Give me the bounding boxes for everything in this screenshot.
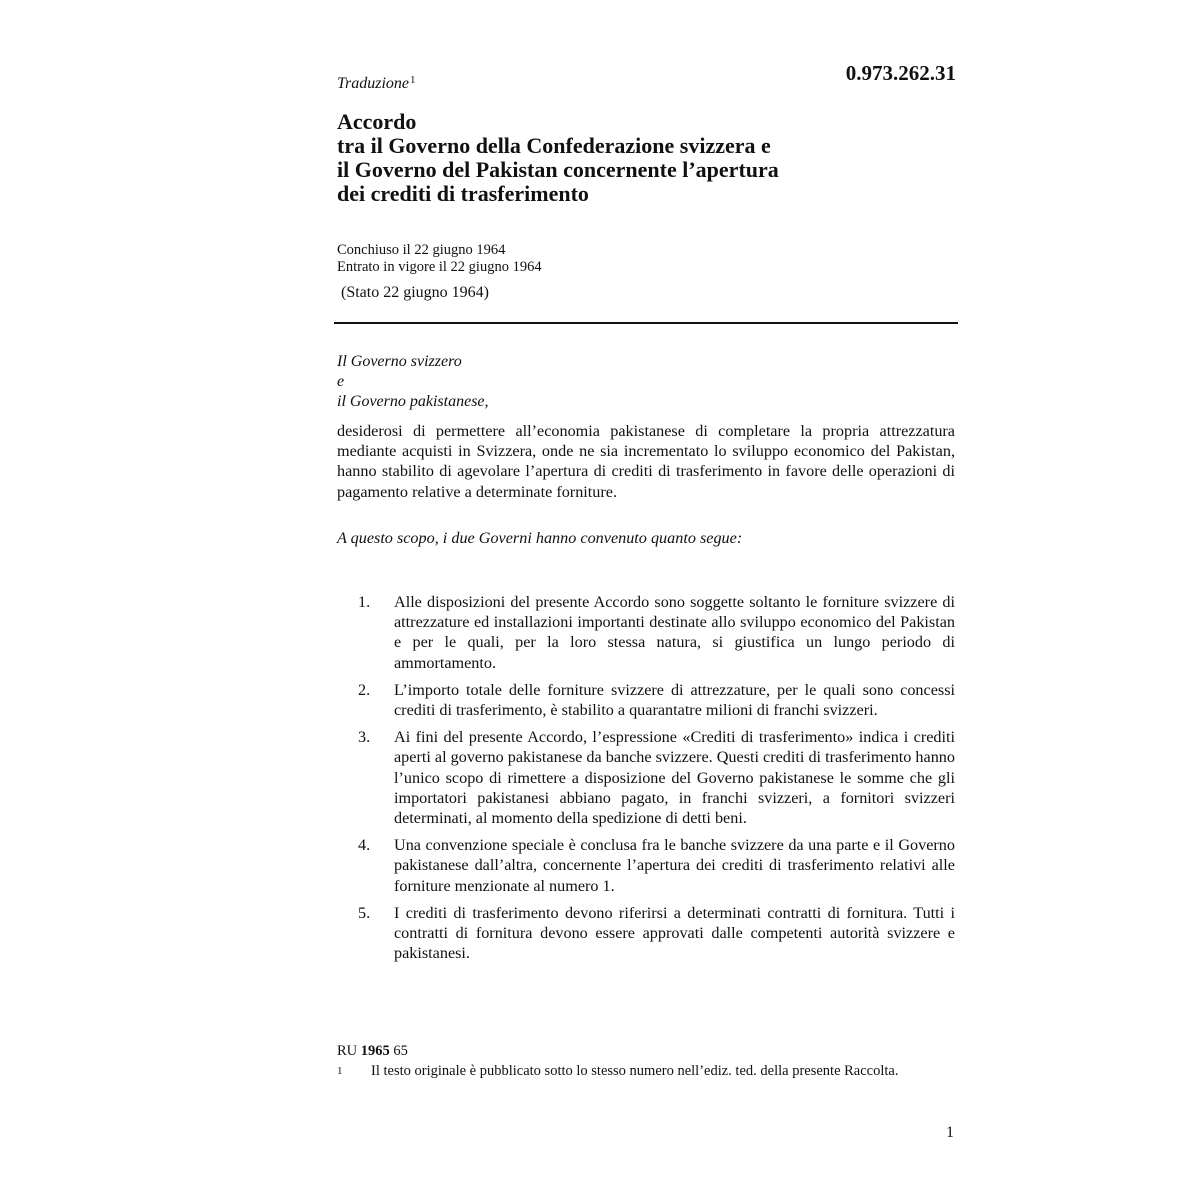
translation-footnote-ref[interactable]: 1: [410, 74, 416, 86]
in-force-date: Entrato in vigore il 22 giugno 1964: [337, 259, 542, 275]
article-item: [337, 835, 957, 896]
title-line: dei crediti di trasferimento: [337, 181, 589, 206]
article-item: [337, 680, 957, 720]
ru-year: 1965: [360, 1043, 390, 1059]
title-line: tra il Governo della Confederazione svizzera e: [337, 133, 771, 158]
footnote-text: Il testo originale è pubblicato sotto lo stesso numero nell’ediz. ted. della presente Raccolta.: [371, 1063, 899, 1079]
ru-page: 65: [393, 1043, 408, 1059]
footnote-mark: 1: [337, 1065, 343, 1077]
party-pakistan: il Governo pakistanese,: [337, 393, 489, 410]
translation-label: [337, 74, 416, 93]
article-item: [337, 903, 957, 964]
title-line: Accordo: [337, 109, 417, 134]
articles-list: [337, 592, 957, 970]
article-text: Una convenzione speciale è conclusa fra le banche svizzere da una parte e il Governo pakistanese dall’altra, concernente l’apertura dei crediti di trasferimento relativi alle forniture menzionate al numero 1.: [394, 836, 955, 895]
status-date: (Stato 22 giugno 1964): [341, 284, 489, 301]
article-text: Ai fini del presente Accordo, l’espressione «Crediti di trasferimento» indica i crediti aperti al governo pakistanese da banche svizzere. Questi crediti di trasferimento hanno l’unico scopo di rimettere a disposizione del Governo pakistanese le somme che gli importatori pakistanesi abbiano pagato, in franchi svizzeri, a fornitori svizzeri determinati, al momento della spedizione di detti beni.: [394, 728, 955, 828]
footnote: [337, 1063, 937, 1080]
article-item: [337, 592, 957, 673]
article-number: 3.: [358, 728, 371, 747]
title-line: il Governo del Pakistan concernente l’apertura: [337, 157, 779, 182]
translation-label-text: Traduzione: [337, 75, 410, 92]
party-conjunction: e: [337, 373, 345, 390]
article-number: 4.: [358, 836, 371, 855]
article-text: Alle disposizioni del presente Accordo sono soggette soltanto le forniture svizzere di attrezzature ed installazioni importanti destinate allo sviluppo economico del Pakistan e per le quali, per la loro stessa natura, si giustifica un lungo periodo di ammortamento.: [394, 593, 955, 672]
article-item: [337, 727, 957, 828]
article-text: L’importo totale delle forniture svizzere di attrezzature, per le quali sono concessi crediti di trasferimento, è stabilito a quarantatre milioni di franchi svizzeri.: [394, 680, 955, 720]
party-swiss: Il Governo svizzero: [337, 353, 462, 370]
preamble-paragraph: desiderosi di permettere all’economia pakistanese di completare la propria attrezzatura mediante acquisti in Svizzera, onde ne sia incrementato lo sviluppo economico del Pakistan, hanno stabilito di agevolare l’apertura di crediti di trasferimento in favore delle operazioni di pagamento relative a determinate forniture.: [337, 422, 955, 501]
document-title: [337, 110, 957, 206]
parties: [337, 352, 489, 412]
document-dates: [337, 242, 542, 276]
horizontal-divider: [334, 322, 958, 324]
sr-number: 0.973.262.31: [845, 61, 956, 85]
page-number: 1: [946, 1124, 954, 1141]
article-text: I crediti di trasferimento devono riferirsi a determinati contratti di fornitura. Tutti i contratti di fornitura devono essere approvati dalle competenti autorità svizzere e pakistanesi.: [394, 903, 955, 963]
agreed-clause: A questo scopo, i due Governi hanno convenuto quanto segue:: [337, 529, 743, 547]
ru-prefix: RU: [337, 1043, 358, 1059]
article-number: 1.: [358, 593, 371, 611]
article-number: 5.: [358, 903, 371, 922]
ru-reference: [337, 1043, 408, 1060]
concluded-date: Conchiuso il 22 giugno 1964: [337, 242, 506, 258]
article-number: 2.: [358, 680, 371, 699]
